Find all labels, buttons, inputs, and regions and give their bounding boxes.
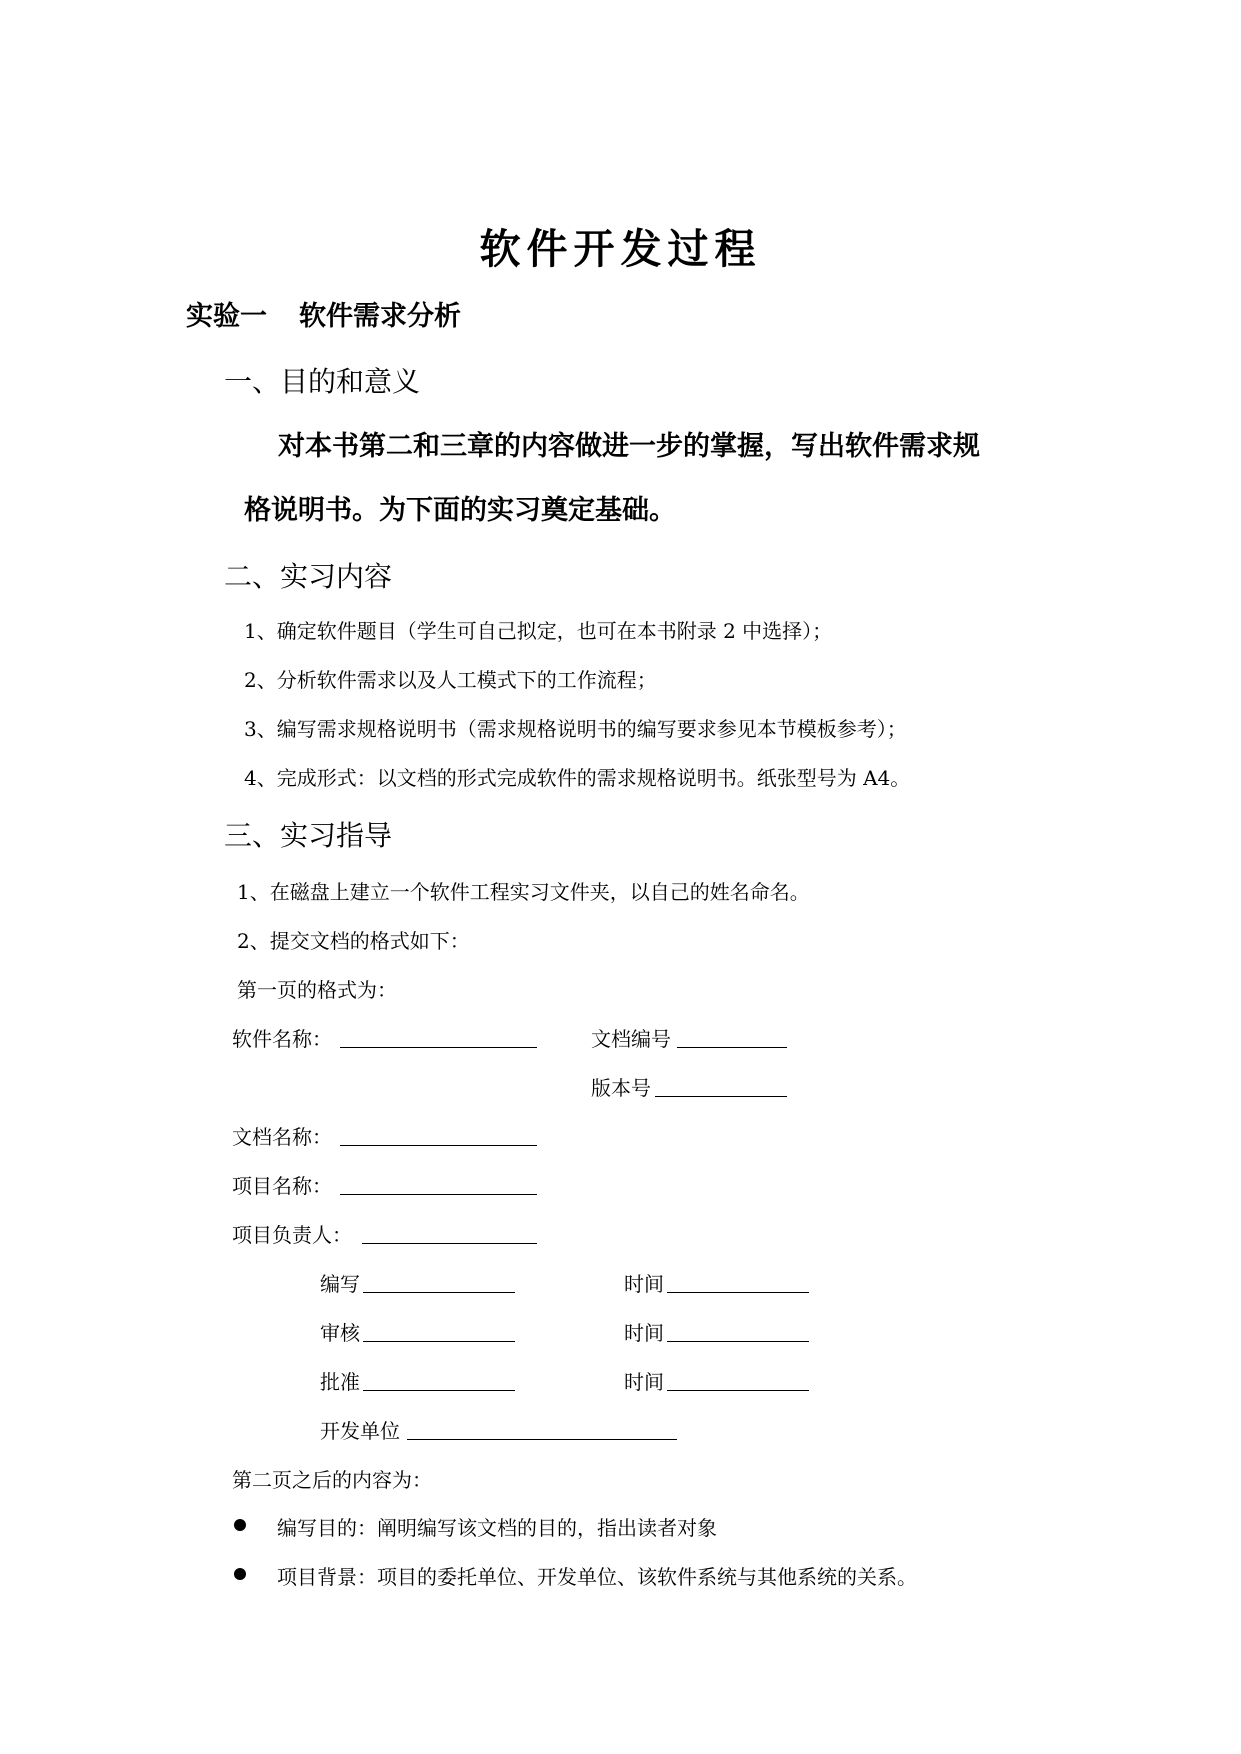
form-approve-time-line	[667, 1390, 809, 1391]
content-item-3: 3、编写需求规格说明书（需求规格说明书的编写要求参见本节模板参考）；	[244, 717, 907, 741]
form-version-label: 版本号	[591, 1076, 651, 1100]
section-2-heading: 二、实习内容	[224, 560, 393, 593]
content-item-4: 4、完成形式：以文档的形式完成软件的需求规格说明书。纸张型号为 A4。	[244, 766, 911, 790]
form-doc-number-line	[677, 1047, 787, 1048]
form-dev-unit-line	[407, 1439, 677, 1440]
experiment-name: 软件需求分析	[299, 301, 461, 332]
form-approve-time-label: 时间	[624, 1370, 664, 1394]
section-1-heading: 一、目的和意义	[224, 365, 421, 398]
form-software-name-label: 软件名称：	[232, 1027, 332, 1051]
second-page-label: 第二页之后的内容为：	[232, 1468, 432, 1492]
form-review-time-label: 时间	[624, 1321, 664, 1345]
form-review-line	[363, 1341, 515, 1342]
purpose-line-1: 对本书第二和三章的内容做进一步的掌握，写出软件需求规	[278, 431, 980, 462]
form-dev-unit-label: 开发单位	[320, 1419, 400, 1443]
form-project-name-label: 项目名称：	[232, 1174, 332, 1198]
form-project-lead-label: 项目负责人：	[232, 1223, 352, 1247]
form-write-label: 编写	[320, 1272, 360, 1296]
form-approve-line	[363, 1390, 515, 1391]
form-project-lead-line	[362, 1243, 537, 1244]
bullet-item-2: 项目背景：项目的委托单位、开发单位、该软件系统与其他系统的关系。	[277, 1565, 917, 1589]
form-write-time-label: 时间	[624, 1272, 664, 1296]
guide-item-1: 1、在磁盘上建立一个软件工程实习文件夹，以自己的姓名命名。	[237, 880, 810, 904]
form-review-time-line	[667, 1341, 809, 1342]
bullet-item-1: 编写目的：阐明编写该文档的目的，指出读者对象	[277, 1516, 717, 1540]
first-page-label: 第一页的格式为：	[237, 978, 397, 1002]
form-version-line	[655, 1096, 787, 1097]
content-item-2: 2、分析软件需求以及人工模式下的工作流程；	[244, 668, 657, 692]
guide-item-2: 2、提交文档的格式如下：	[237, 929, 470, 953]
form-review-label: 审核	[320, 1321, 360, 1345]
form-doc-name-line	[340, 1145, 537, 1146]
document-title: 软件开发过程	[479, 225, 762, 273]
form-doc-name-label: 文档名称：	[232, 1125, 332, 1149]
form-approve-label: 批准	[320, 1370, 360, 1394]
form-write-time-line	[667, 1292, 809, 1293]
content-item-1: 1、确定软件题目（学生可自己拟定，也可在本书附录 2 中选择）；	[244, 619, 833, 643]
purpose-line-2: 格说明书。为下面的实习奠定基础。	[244, 495, 676, 526]
form-project-name-line	[340, 1194, 537, 1195]
form-software-name-line	[340, 1047, 537, 1048]
bullet-icon	[234, 1519, 246, 1531]
section-3-heading: 三、实习指导	[224, 819, 393, 852]
form-write-line	[363, 1292, 515, 1293]
experiment-number: 实验一	[186, 301, 267, 332]
form-doc-number-label: 文档编号	[591, 1027, 671, 1051]
bullet-icon	[234, 1568, 246, 1580]
experiment-heading	[186, 294, 461, 333]
